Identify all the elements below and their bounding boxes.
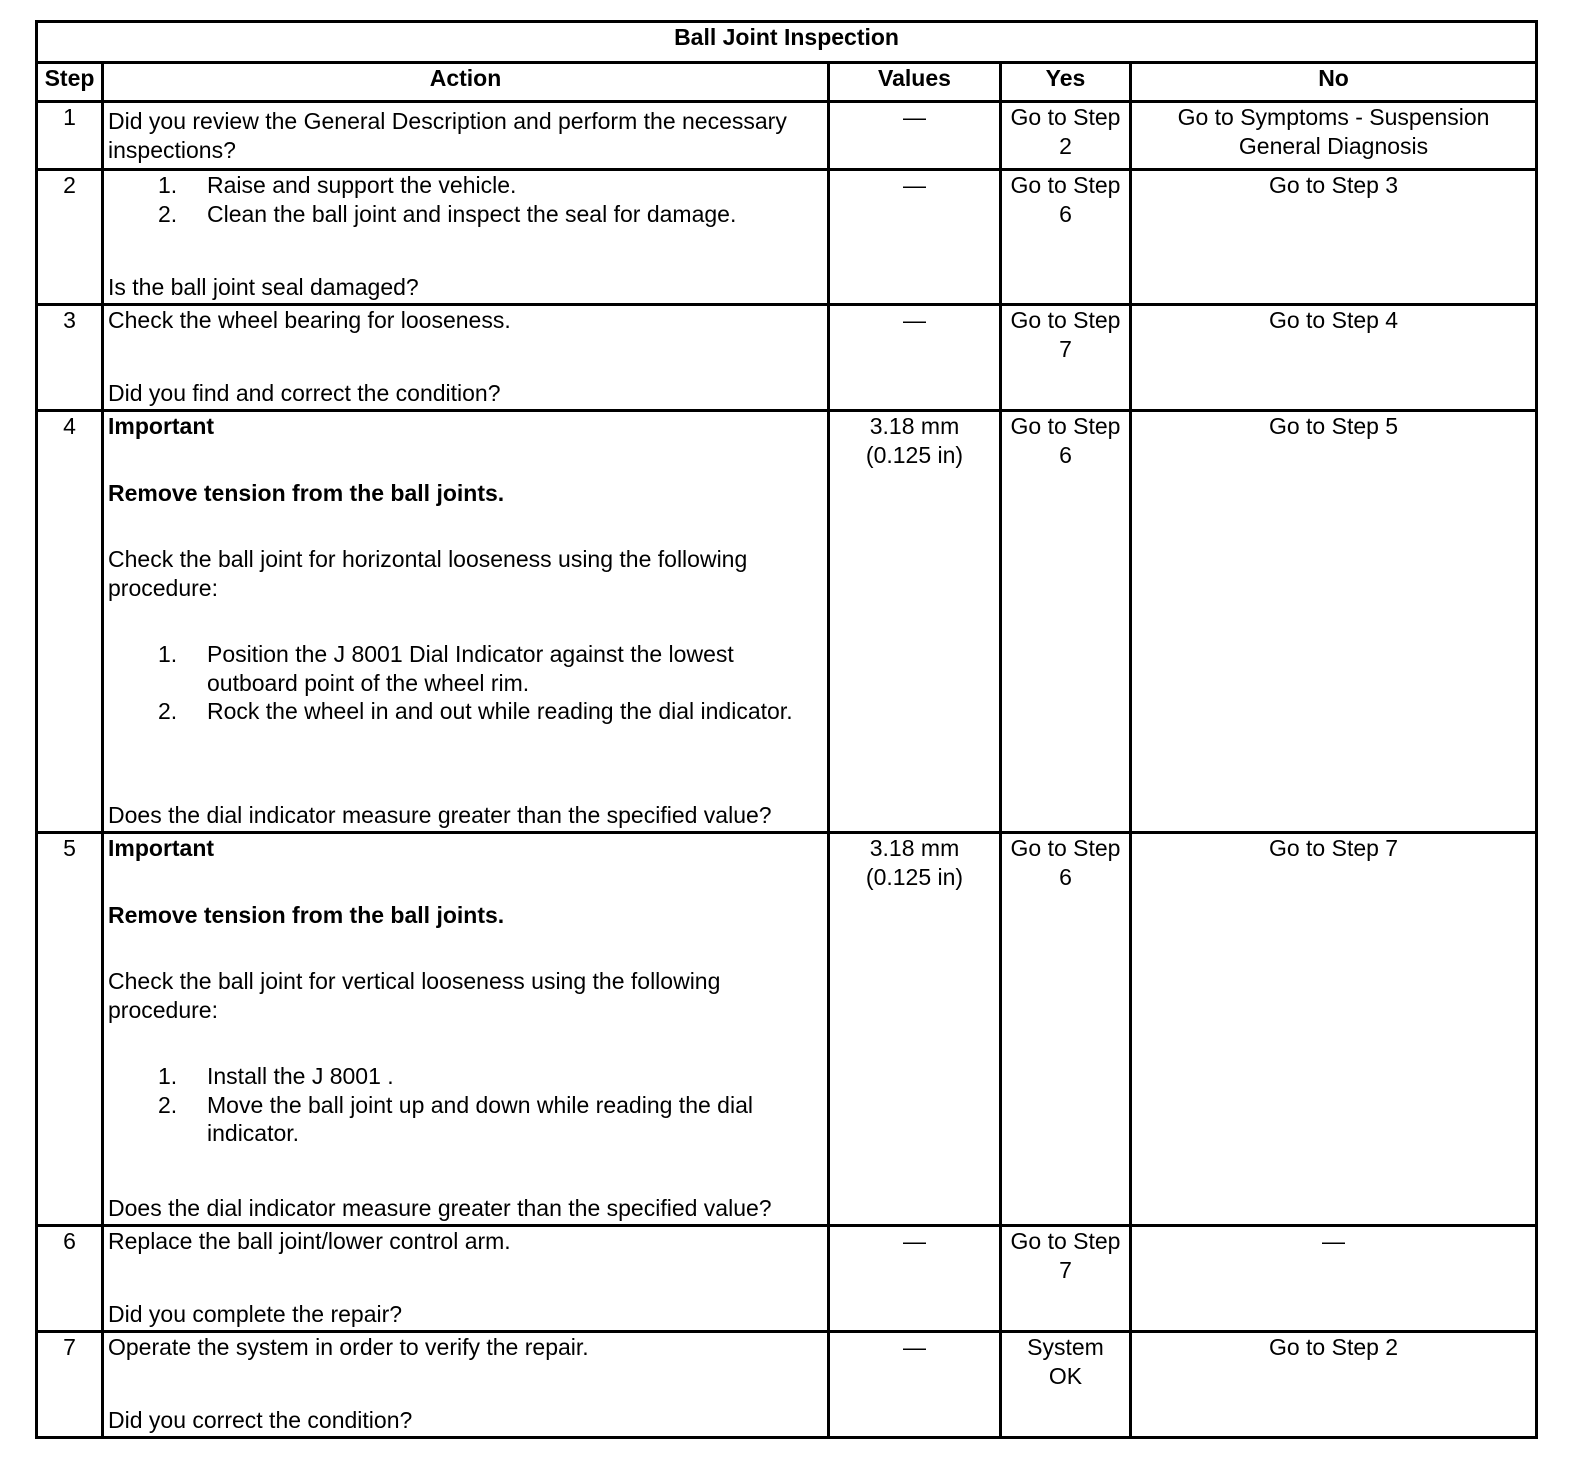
yes-cell: Go to Step 7 <box>1001 1226 1131 1332</box>
step-number: 2 <box>37 170 103 305</box>
table-row <box>37 833 1537 1226</box>
action-text: Check the ball joint for vertical looseness using the following procedure: <box>108 968 721 1023</box>
important-label: Important <box>108 413 215 439</box>
table-row <box>37 1332 1537 1438</box>
procedure-list <box>108 640 823 726</box>
list-item-text: Move the ball joint up and down while reading the dial indicator. <box>207 1091 753 1146</box>
list-item-number: 2. <box>158 200 178 227</box>
list-item <box>108 640 823 697</box>
list-item <box>108 171 823 200</box>
action-text: Check the wheel bearing for looseness. <box>108 307 511 333</box>
header-yes: Yes <box>1001 63 1131 102</box>
action-question: Did you find and correct the condition? <box>108 379 501 406</box>
table-title: Ball Joint Inspection <box>37 22 1537 63</box>
action-text: Check the ball joint for horizontal looseness using the following procedure: <box>108 546 748 601</box>
no-cell: Go to Step 7 <box>1131 833 1537 1226</box>
list-item-text: Raise and support the vehicle. <box>207 172 517 198</box>
list-item-number: 1. <box>158 1063 178 1089</box>
action-text: Replace the ball joint/lower control arm. <box>108 1228 511 1254</box>
yes-cell: Go to Step 6 <box>1001 833 1131 1226</box>
table-title-row <box>37 22 1537 63</box>
procedure-list <box>108 171 823 228</box>
important-label: Important <box>108 835 215 861</box>
no-cell: Go to Step 3 <box>1131 170 1537 305</box>
action-cell <box>103 305 829 411</box>
yes-cell: Go to Step 6 <box>1001 170 1131 305</box>
step-number: 7 <box>37 1332 103 1438</box>
caution-text: Remove tension from the ball joints. <box>108 901 505 928</box>
list-item <box>108 200 823 229</box>
action-cell <box>103 411 829 833</box>
list-item-number: 1. <box>158 172 178 198</box>
no-cell: Go to Step 2 <box>1131 1332 1537 1438</box>
list-item <box>108 1091 823 1148</box>
table-row <box>37 1226 1537 1332</box>
action-question: Did you complete the repair? <box>108 1300 403 1327</box>
list-item-number: 2. <box>158 698 178 724</box>
step-number: 1 <box>37 102 103 170</box>
yes-cell: Go to Step 2 <box>1001 102 1131 170</box>
table-row <box>37 305 1537 411</box>
yes-cell: Go to Step 7 <box>1001 305 1131 411</box>
table-row <box>37 170 1537 305</box>
list-item <box>108 1062 823 1091</box>
procedure-list <box>108 1062 823 1148</box>
header-row <box>37 63 1537 102</box>
no-cell: Go to Symptoms - Suspension General Diagnosis <box>1131 102 1537 170</box>
values-cell: 3.18 mm (0.125 in) <box>829 833 1001 1226</box>
header-values: Values <box>829 63 1001 102</box>
list-item-text: Rock the wheel in and out while reading the dial indicator. <box>207 698 793 724</box>
action-cell <box>103 1332 829 1438</box>
caution-text: Remove tension from the ball joints. <box>108 479 505 506</box>
step-number: 6 <box>37 1226 103 1332</box>
action-cell <box>103 170 829 305</box>
action-question: Did you correct the condition? <box>108 1406 413 1433</box>
action-cell <box>103 1226 829 1332</box>
header-step: Step <box>37 63 103 102</box>
list-item <box>108 697 823 726</box>
list-item-text: Install the J 8001 . <box>207 1063 394 1089</box>
values-cell: — <box>829 102 1001 170</box>
no-cell: Go to Step 5 <box>1131 411 1537 833</box>
yes-cell: System OK <box>1001 1332 1131 1438</box>
step-number: 5 <box>37 833 103 1226</box>
yes-cell: Go to Step 6 <box>1001 411 1131 833</box>
action-text: Operate the system in order to verify the repair. <box>108 1334 589 1360</box>
values-cell: — <box>829 1332 1001 1438</box>
header-action: Action <box>103 63 829 102</box>
action-cell <box>103 833 829 1226</box>
action-cell <box>103 102 829 170</box>
values-cell: 3.18 mm (0.125 in) <box>829 411 1001 833</box>
list-item-number: 2. <box>158 1091 178 1118</box>
values-cell: — <box>829 305 1001 411</box>
header-no: No <box>1131 63 1537 102</box>
action-question: Did you review the General Description and perform the necessary inspections? <box>108 108 787 163</box>
action-question: Does the dial indicator measure greater than the specified value? <box>108 1194 772 1221</box>
no-cell: Go to Step 4 <box>1131 305 1537 411</box>
list-item-text: Position the J 8001 Dial Indicator against the lowest outboard point of the wheel rim. <box>207 641 734 696</box>
action-question: Is the ball joint seal damaged? <box>108 273 419 300</box>
ball-joint-inspection-table <box>35 20 1538 1439</box>
no-cell: — <box>1131 1226 1537 1332</box>
values-cell: — <box>829 170 1001 305</box>
list-item-text: Clean the ball joint and inspect the seal for damage. <box>207 200 737 227</box>
step-number: 4 <box>37 411 103 833</box>
table-row <box>37 102 1537 170</box>
table-row <box>37 411 1537 833</box>
values-cell: — <box>829 1226 1001 1332</box>
step-number: 3 <box>37 305 103 411</box>
list-item-number: 1. <box>158 641 178 667</box>
action-question: Does the dial indicator measure greater than the specified value? <box>108 801 772 828</box>
